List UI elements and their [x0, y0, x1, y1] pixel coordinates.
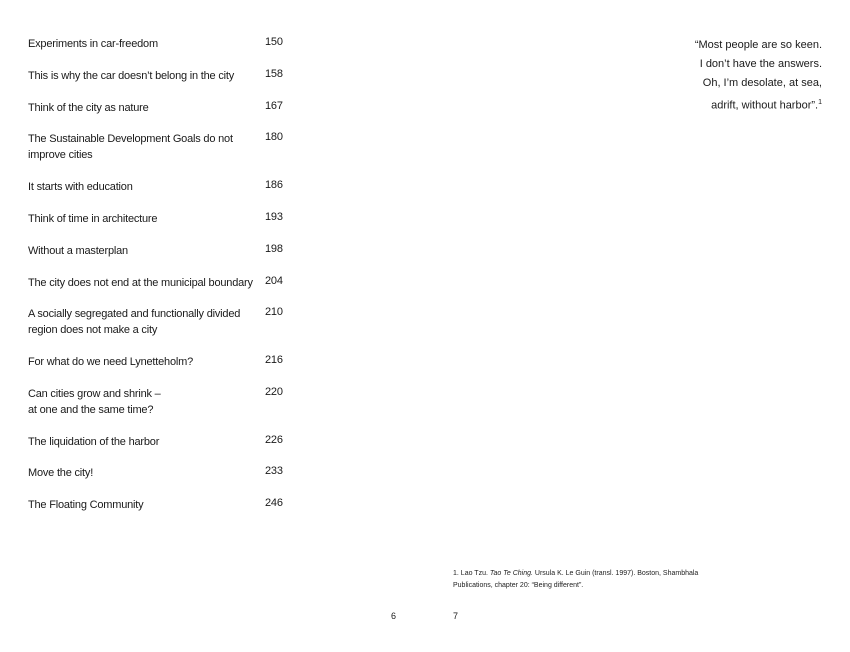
- page-number-right: 7: [453, 611, 459, 621]
- epigraph-quote: [622, 36, 822, 116]
- toc-entry-title: Think of time in architecture: [28, 213, 158, 225]
- toc-entry-title: Think of the city as nature: [28, 102, 149, 114]
- toc-entry-title: For what do we need Lynetteholm?: [28, 356, 194, 368]
- toc-entry-title: The Sustainable Development Goals do not improve cities: [28, 133, 233, 161]
- toc-entry-page: 226: [265, 434, 283, 446]
- toc-entry-page: 204: [265, 275, 283, 287]
- toc-entry-page: 193: [265, 211, 283, 223]
- footnote-book-title: Tao Te Ching.: [489, 570, 533, 577]
- toc-entry-title: The city does not end at the municipal boundary: [28, 277, 253, 289]
- toc-entry-title: Without a masterplan: [28, 245, 128, 257]
- toc-entry-page: 233: [265, 465, 283, 477]
- footnote-number: 1.: [453, 570, 459, 577]
- toc-entry-page: 186: [265, 179, 283, 191]
- toc-entry-page: 180: [265, 131, 283, 143]
- toc-entry-title: The liquidation of the harbor: [28, 436, 160, 448]
- toc-entry-page: 216: [265, 354, 283, 366]
- toc-entry-title: Move the city!: [28, 467, 94, 479]
- toc-entry-page: 158: [265, 68, 283, 80]
- toc-entry-page: 167: [265, 100, 283, 112]
- toc-entry-title: A socially segregated and functionally divided region does not make a city: [28, 308, 241, 336]
- toc-entry-page: 150: [265, 36, 283, 48]
- epigraph-line: I don’t have the answers.: [699, 58, 822, 70]
- epigraph-line: [622, 93, 822, 116]
- toc-entry-title: Can cities grow and shrink – at one and the same time?: [28, 388, 161, 416]
- footnote-details: Ursula K. Le Guin (transl. 1997). Boston, Shambhala Publications, chapter 20: “Being different”.: [453, 570, 699, 589]
- toc-entry-page: 246: [265, 497, 283, 509]
- toc-entry-page: 210: [265, 306, 283, 318]
- toc-entry-page: 220: [265, 386, 283, 398]
- toc-entry-title: It starts with education: [28, 181, 133, 193]
- epigraph-line: Oh, I’m desolate, at sea,: [702, 77, 822, 89]
- page-number-left: 6: [391, 611, 397, 621]
- toc-entry-page: 198: [265, 243, 283, 255]
- footnote-author: Lao Tzu.: [460, 570, 488, 577]
- toc-entry-title: Experiments in car-freedom: [28, 38, 158, 50]
- epigraph-last-line-text: adrift, without harbor”.: [711, 99, 819, 112]
- toc-entry-title: The Floating Community: [28, 499, 144, 511]
- footnote-mark: 1: [818, 99, 822, 106]
- footnote: [453, 568, 713, 592]
- epigraph-line: “Most people are so keen.: [694, 39, 822, 51]
- toc-entry-title: This is why the car doesn’t belong in the city: [28, 70, 235, 82]
